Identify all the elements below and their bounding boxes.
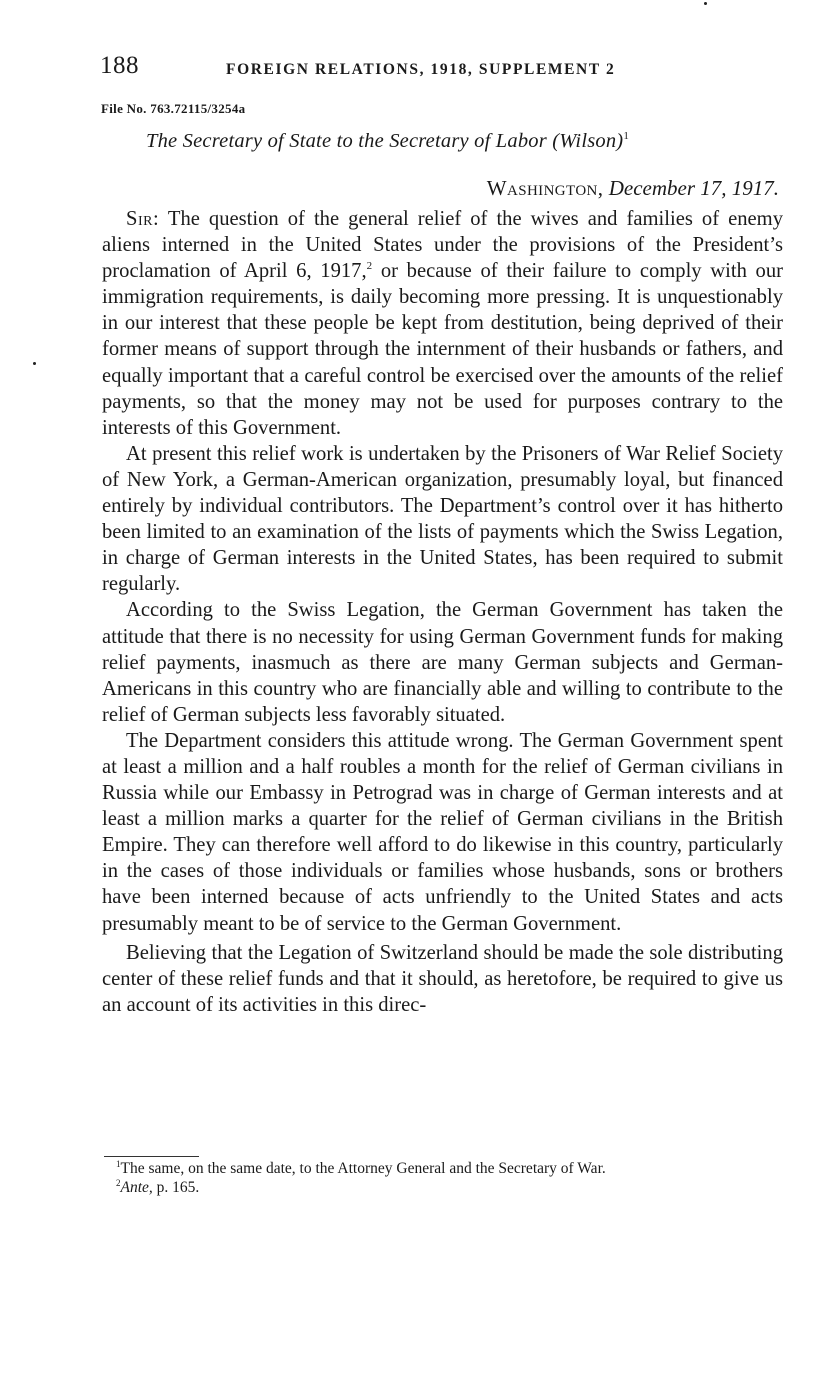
print-speck-top	[704, 2, 707, 5]
salutation: Sir:	[126, 208, 160, 230]
paragraph-3: According to the Swiss Legation, the German Government has taken the attitude that there is no necessity for using German Government funds for making relief payments, inasmuch as there are many German subjects and German-Americans in this country who are financially able and willing to contribute to the relief of German subjects less favorably situated.	[102, 599, 783, 726]
footnote-2-text: p. 165.	[152, 1178, 200, 1196]
document-title-footnote-ref: 1	[623, 130, 630, 142]
paragraph-1	[102, 206, 783, 441]
footnote-2	[102, 1179, 783, 1198]
running-head-title: FOREIGN RELATIONS, 1918, SUPPLEMENT 2	[226, 61, 616, 78]
dateline-date: December 17, 1917.	[608, 176, 779, 200]
footnote-1	[102, 1160, 783, 1179]
paragraph-2: At present this relief work is undertaken by the Prisoners of War Relief Society of New York, a German-American organization, presumably loyal, but financed entirely by individual contributors. The Department’s control over it has hitherto been limited to an examination of the lists of payments which the Swiss Legation, in charge of German interests in the United States, has been required to submit regularly.	[102, 442, 783, 596]
running-head	[100, 52, 740, 86]
footnote-2-italic: Ante,	[120, 1178, 153, 1196]
paragraph-5: Believing that the Legation of Switzerland should be made the sole distributing center of these relief funds and that it should, as heretofore, be required to give us an account of its activities in this direc-	[102, 941, 783, 1016]
print-speck-margin	[33, 362, 36, 365]
document-title	[146, 130, 629, 153]
file-number: File No. 763.72115/3254a	[101, 101, 246, 116]
footnote-ref-2: 2	[366, 260, 373, 273]
paragraph-1-text-a: The question of the general relief of the wives and families of enemy aliens interned in the United States under the provisions of the President’s proclamation of April 6, 1917,	[102, 208, 783, 283]
document-title-text: The Secretary of State to the Secretary of Labor (Wilson)	[146, 130, 624, 152]
paragraph-1-text-b: or because of their failure to comply with our immigration requirements, is daily becoming more pressing. It is unquestionably in our interest that these people be kept from destitution, being deprived of their former means of support through the internment of their husbands or fathers, and equally important that a careful control be exercised over the amounts of the relief payments, so that the money may not be used for purposes contrary to the interests of this Government.	[102, 260, 784, 439]
paragraph-4: The Department considers this attitude wrong. The German Government spent at least a million and a half roubles a month for the relief of German civilians in Russia while our Embassy in Petrograd was in charge of German interests and at least a million marks a quarter for the relief of German civilians in the British Empire. They can therefore well afford to do likewise in this country, particularly in the cases of those individuals or families whose husbands, sons or brothers have been interned because of acts unfriendly to the United States and acts presumably meant to be of service to the German Government.	[102, 729, 783, 935]
footnote-2-marker: 2	[116, 1177, 121, 1188]
dateline	[487, 176, 779, 201]
footnote-1-text: The same, on the same date, to the Attorney General and the Secretary of War.	[120, 1160, 606, 1177]
dateline-place: Washington,	[486, 176, 604, 200]
letter-body	[102, 206, 783, 1018]
footnote-divider	[104, 1156, 199, 1157]
footnotes	[102, 1160, 783, 1197]
page-number: 188	[100, 52, 139, 79]
footnote-1-marker: 1	[116, 1159, 121, 1169]
